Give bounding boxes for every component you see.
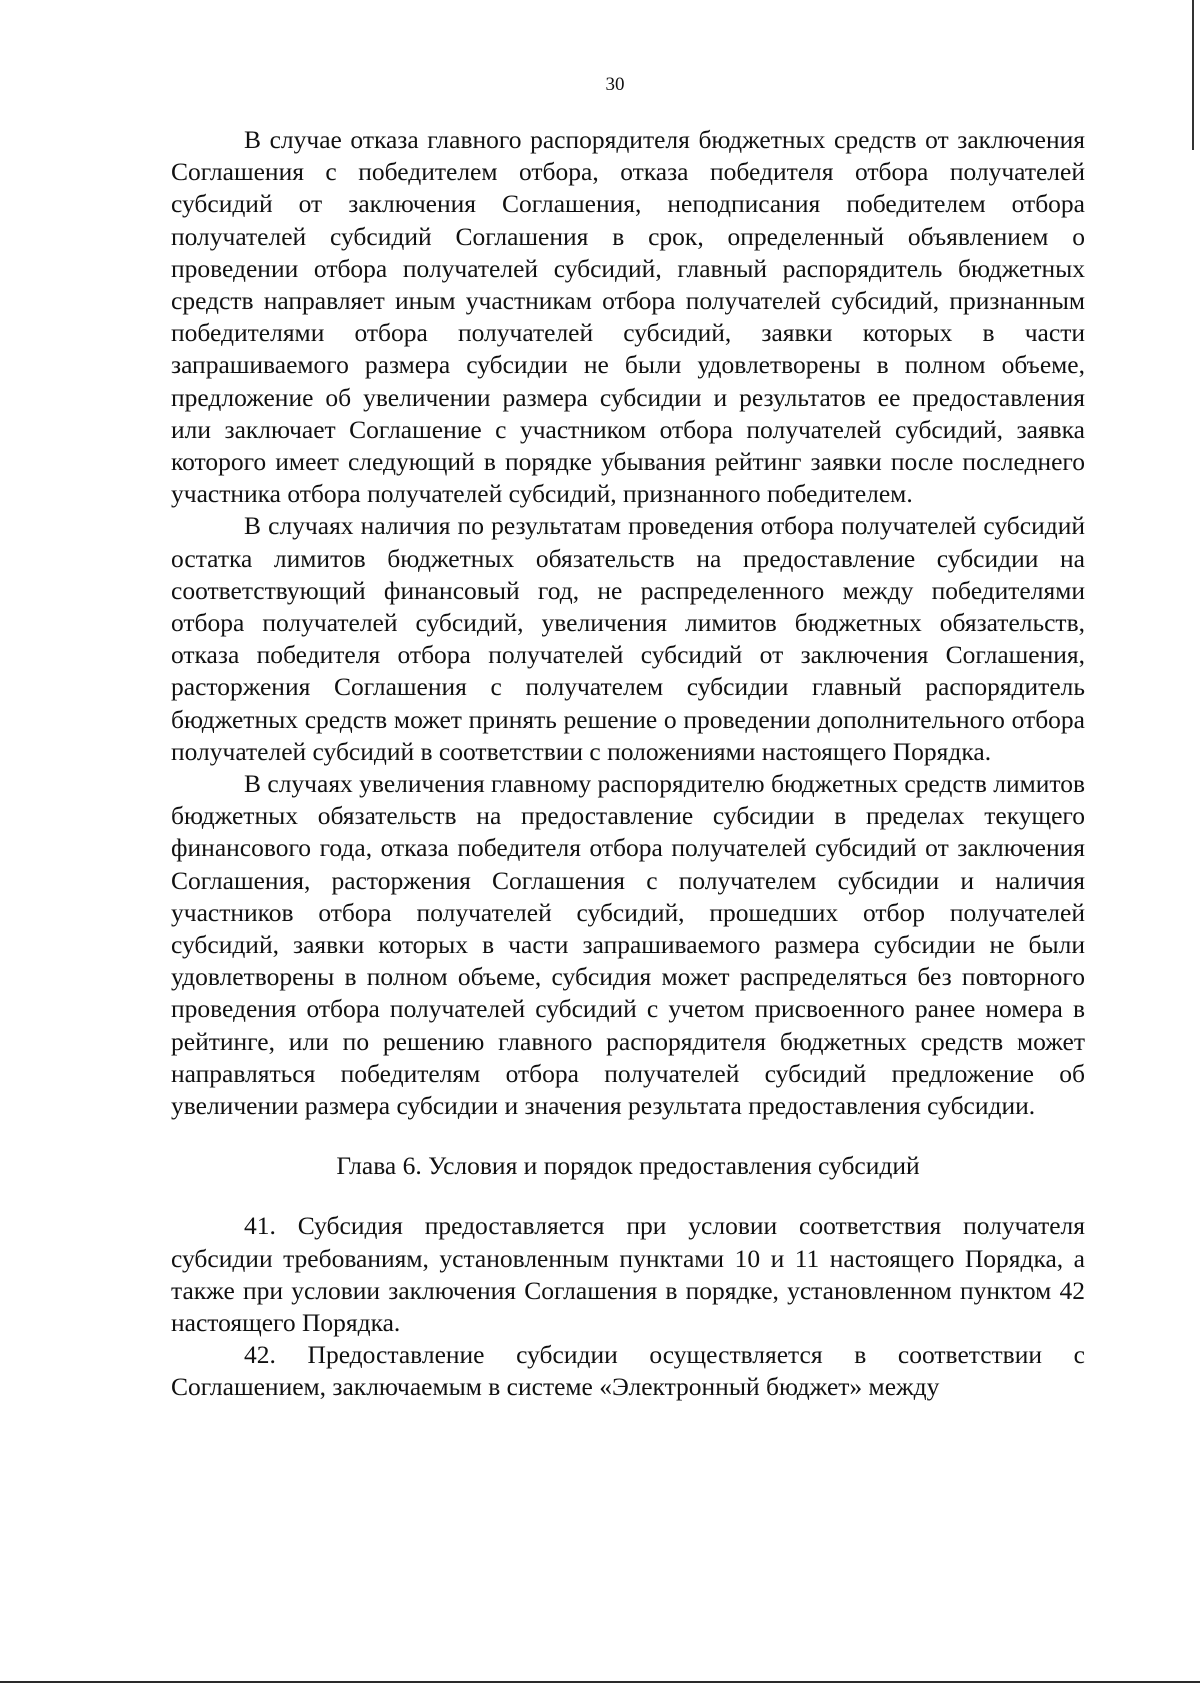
paragraph-42: 42. Предоставление субсидии осуществляется в соответствии с Соглашением, заключаемым в системе «Электронный бюджет» между bbox=[171, 1340, 1085, 1402]
page-number: 30 bbox=[605, 74, 625, 95]
scan-edge-bottom bbox=[0, 1681, 1200, 1683]
paragraph-refusal-agreement: В случае отказа главного распорядителя бюджетных средств от заключения Соглашения с победителем отбора, отказа победителя отбора получателей субсидий от заключения Соглашения, неподписания победителем отбора получателей субсидий Соглашения в срок, определенный объявлением о проведении отбора получателей субсидий, главный распорядитель бюджетных средств направляет иным участникам отбора получателей субсидий, признанным победителями отбора получателей субсидий, заявки которых в части запрашиваемого размера субсидии не были удовлетворены в полном объеме, предложение об увеличении размера субсидии и результатов ее предоставления или заключает Соглашение с участником отбора получателей субсидий, заявка которого имеет следующий в порядке убывания рейтинг заявки после последнего участника отбора получателей субсидий, признанного победителем. bbox=[171, 125, 1085, 509]
paragraph-limits-increase: В случаях увеличения главному распорядителю бюджетных средств лимитов бюджетных обязательств на предоставление субсидии в пределах текущего финансового года, отказа победителя отбора получателей субсидий от заключения Соглашения, расторжения Соглашения с получателем субсидии и наличия участников отбора получателей субсидий, прошедших отбор получателей субсидий, заявки которых в части запрашиваемого размера субсидии не были удовлетворены в полном объеме, субсидия может распределяться без повторного проведения отбора получателей субсидий с учетом присвоенного ранее номера в рейтинге, или по решению главного распорядителя бюджетных средств может направляться победителям отбора получателей субсидий предложение об увеличении размера субсидии и значения результата предоставления субсидии. bbox=[171, 769, 1085, 1121]
body-text bbox=[171, 124, 1085, 1404]
chapter-heading: Глава 6. Условия и порядок предоставления субсидий bbox=[336, 1151, 920, 1181]
paragraph-41: 41. Субсидия предоставляется при условии соответствия получателя субсидии требованиям, установленным пунктами 10 и 11 настоящего Порядка, а также при условии заключения Соглашения в порядке, установленном пунктом 42 настоящего Порядка. bbox=[171, 1211, 1085, 1337]
paragraph-additional-selection: В случаях наличия по результатам проведения отбора получателей субсидий остатка лимитов бюджетных обязательств на предоставление субсидии на соответствующий финансовый год, не распределенного между победителями отбора получателей субсидий, увеличения лимитов бюджетных обязательств, отказа победителя отбора получателей субсидий от заключения Соглашения, расторжения Соглашения с получателем субсидии главный распорядитель бюджетных средств может принять решение о проведении дополнительного отбора получателей субсидий в соответствии с положениями настоящего Порядка. bbox=[171, 511, 1085, 766]
